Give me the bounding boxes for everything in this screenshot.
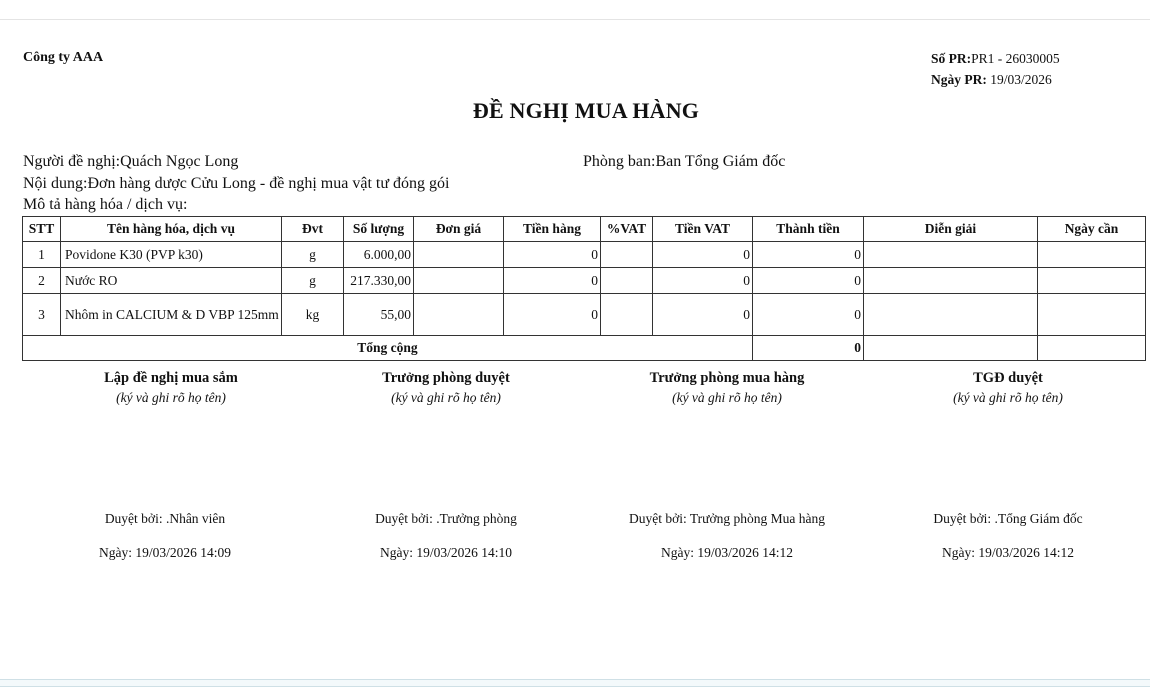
approval-dept-head <box>296 511 596 561</box>
signature-block-requester <box>41 370 301 406</box>
col-header-name: Tên hàng hóa, dịch vụ <box>61 217 282 242</box>
signature-hint: (ký và ghi rõ họ tên) <box>391 390 501 405</box>
pr-info <box>931 48 1060 90</box>
col-header-stt: STT <box>23 217 61 242</box>
cell-note <box>864 242 1038 268</box>
cell-name: Nước RO <box>61 268 282 294</box>
department: Phòng ban:Ban Tổng Giám đốc <box>583 153 786 170</box>
signature-block-ceo <box>878 370 1138 406</box>
approval-date: Ngày: 19/03/2026 14:12 <box>661 545 793 560</box>
table-row <box>23 294 1146 336</box>
cell-note <box>864 268 1038 294</box>
cell-price <box>414 268 504 294</box>
approved-by: Duyệt bởi: .Tổng Giám đốc <box>933 511 1083 526</box>
cell-stt: 1 <box>23 242 61 268</box>
cell-name: Povidone K30 (PVP k30) <box>61 242 282 268</box>
pr-number-label: Số PR: <box>931 51 972 66</box>
pr-date-line <box>931 69 1060 90</box>
cell-vat-pct <box>601 268 653 294</box>
cell-total: 0 <box>753 268 864 294</box>
requester: Người đề nghị:Quách Ngọc Long <box>23 153 239 170</box>
cell-amount: 0 <box>504 294 601 336</box>
col-header-price: Đơn giá <box>414 217 504 242</box>
col-header-vat-pct: %VAT <box>601 217 653 242</box>
signature-role: Lập đề nghị mua sắm <box>104 370 238 386</box>
signature-role: Trưởng phòng mua hàng <box>649 370 805 386</box>
signature-role: TGĐ duyệt <box>973 370 1043 386</box>
total-row <box>23 336 1146 361</box>
top-divider <box>0 19 1150 20</box>
total-value: 0 <box>753 336 864 361</box>
pr-number: PR1 - 26030005 <box>971 51 1060 66</box>
table-row <box>23 242 1146 268</box>
cell-vat: 0 <box>653 294 753 336</box>
company-name: Công ty AAA <box>23 50 104 65</box>
cell-name: Nhôm in CALCIUM & D VBP 125mm <box>61 294 282 336</box>
cell-qty: 217.330,00 <box>344 268 414 294</box>
cell-vat: 0 <box>653 268 753 294</box>
signature-block-purchasing-head <box>597 370 857 406</box>
approved-by: Duyệt bởi: .Trưởng phòng <box>375 511 517 526</box>
cell-amount: 0 <box>504 268 601 294</box>
cell-unit: g <box>282 242 344 268</box>
cell-total: 0 <box>753 242 864 268</box>
approved-by: Duyệt bởi: Trưởng phòng Mua hàng <box>629 511 825 526</box>
content: Nội dung:Đơn hàng dược Cửu Long - đề nghị mua vật tư đóng gói <box>23 175 450 192</box>
cell-qty: 6.000,00 <box>344 242 414 268</box>
cell-stt: 2 <box>23 268 61 294</box>
approval-date: Ngày: 19/03/2026 14:09 <box>99 545 231 560</box>
approved-by: Duyệt bởi: .Nhân viên <box>104 511 226 526</box>
cell-note <box>864 294 1038 336</box>
total-label: Tổng cộng <box>23 336 753 361</box>
pr-number-line <box>931 48 1060 69</box>
signature-hint: (ký và ghi rõ họ tên) <box>672 390 782 405</box>
col-header-qty: Số lượng <box>344 217 414 242</box>
table-row <box>23 268 1146 294</box>
document-title: ĐỀ NGHỊ MUA HÀNG <box>472 98 700 123</box>
cell-price <box>414 242 504 268</box>
cell-needed-date <box>1038 268 1146 294</box>
bottom-divider <box>0 679 1150 687</box>
approval-purchasing-head <box>577 511 877 561</box>
items-table <box>22 216 1146 361</box>
cell-price <box>414 294 504 336</box>
approval-requester <box>15 511 315 561</box>
total-note-cell <box>864 336 1038 361</box>
col-header-unit: Đvt <box>282 217 344 242</box>
total-date-cell <box>1038 336 1146 361</box>
col-header-note: Diễn giải <box>864 217 1038 242</box>
col-header-amount: Tiền hàng <box>504 217 601 242</box>
signature-block-dept-head <box>316 370 576 406</box>
cell-vat-pct <box>601 242 653 268</box>
description-label: Mô tả hàng hóa / dịch vụ: <box>23 196 188 213</box>
cell-needed-date <box>1038 294 1146 336</box>
cell-amount: 0 <box>504 242 601 268</box>
approval-date: Ngày: 19/03/2026 14:10 <box>380 545 512 560</box>
col-header-vat: Tiền VAT <box>653 217 753 242</box>
signature-role: Trưởng phòng duyệt <box>382 370 510 386</box>
pr-date: 19/03/2026 <box>990 72 1052 87</box>
signature-hint: (ký và ghi rõ họ tên) <box>953 390 1063 405</box>
cell-unit: g <box>282 268 344 294</box>
approval-ceo <box>858 511 1150 561</box>
cell-needed-date <box>1038 242 1146 268</box>
approval-date: Ngày: 19/03/2026 14:12 <box>942 545 1074 560</box>
cell-total: 0 <box>753 294 864 336</box>
cell-qty: 55,00 <box>344 294 414 336</box>
cell-stt: 3 <box>23 294 61 336</box>
col-header-total: Thành tiền <box>753 217 864 242</box>
cell-vat: 0 <box>653 242 753 268</box>
cell-unit: kg <box>282 294 344 336</box>
table-header-row <box>23 217 1146 242</box>
signature-hint: (ký và ghi rõ họ tên) <box>116 390 226 405</box>
pr-date-label: Ngày PR: <box>931 72 987 87</box>
col-header-needed-date: Ngày cần <box>1038 217 1146 242</box>
cell-vat-pct <box>601 294 653 336</box>
